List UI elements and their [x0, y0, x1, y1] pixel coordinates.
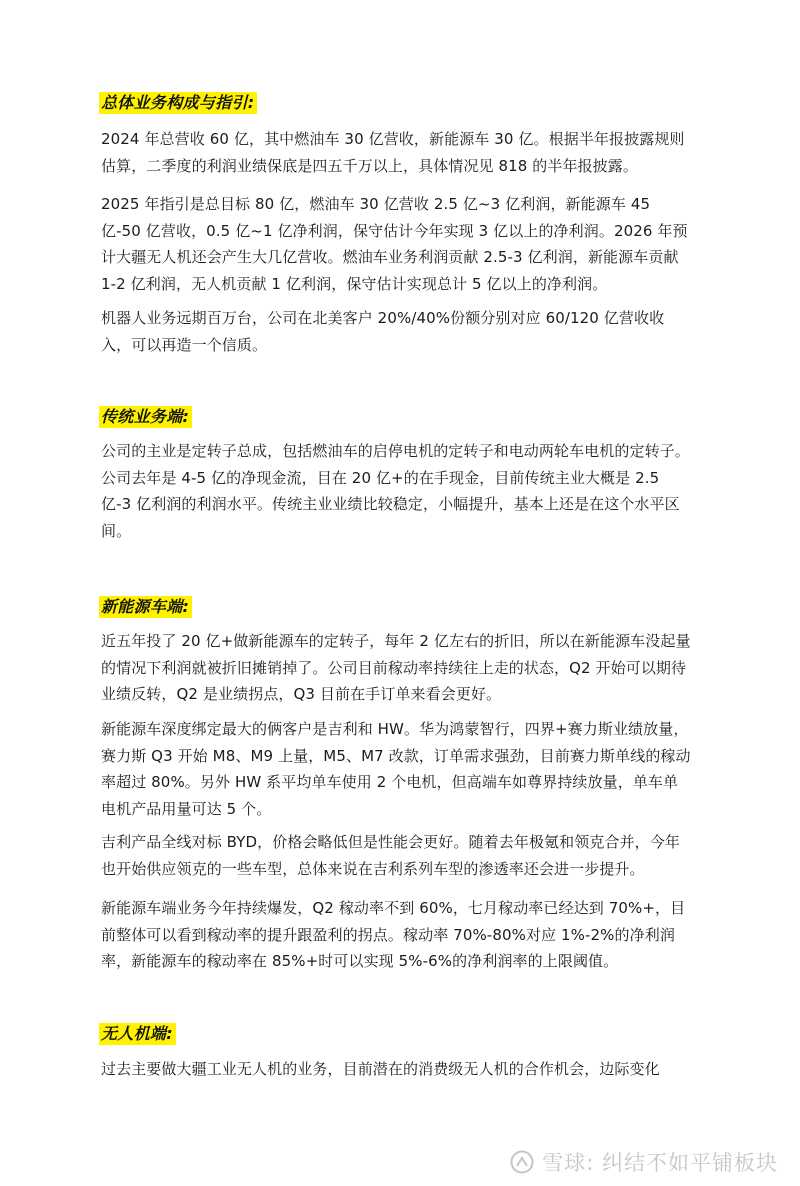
paragraph: 公司的主业是定转子总成，包括燃油车的启停电机的定转子和电动两轮车电机的定转子。公司去年是 4-5 亿的净现金流，目在 20 亿+的在手现金，目前传统主业大概是 2.5 亿-3 亿利润的利润水平。传统主业业绩比较稳定，小幅提升，基本上还是在这个水平区间。	[101, 442, 690, 540]
section-heading: 总体业务构成与指引:	[99, 92, 257, 114]
section-heading: 新能源车端:	[99, 596, 192, 618]
paragraph: 新能源车深度绑定最大的俩客户是吉利和 HW。华为鸿蒙智行，四界+赛力斯业绩放量，赛力斯 Q3 开始 M8、M9 上量，M5、M7 改款，订单需求强劲，目前赛力斯单线的稼动率超过 80%。另外 HW 系平均单车使用 2 个电机，但高端车如尊界持续放量，单车单电机产品用量可达 5 个。	[101, 720, 691, 818]
snowball-logo-icon	[510, 1150, 534, 1174]
watermark	[510, 1146, 778, 1178]
paragraph: 2024 年总营收 60 亿，其中燃油车 30 亿营收，新能源车 30 亿。根据半年报披露规则估算，二季度的利润业绩保底是四五千万以上，具体情况见 818 的半年报披露。	[101, 130, 685, 175]
section-heading: 无人机端:	[99, 1023, 176, 1045]
watermark-text: 雪球: 纠结不如平铺板块	[542, 1151, 778, 1175]
section-heading: 传统业务端:	[99, 406, 192, 428]
section-new-energy-vehicle	[101, 596, 701, 618]
paragraph: 近五年投了 20 亿+做新能源车的定转子，每年 2 亿左右的折旧，所以在新能源车没起量的情况下利润就被折旧摊销掉了。公司目前稼动率持续往上走的状态，Q2 开始可以期待业绩反转，Q2 是业绩拐点，Q3 目前在手订单来看会更好。	[101, 632, 691, 703]
paragraph: 新能源车端业务今年持续爆发，Q2 稼动率不到 60%，七月稼动率已经达到 70%+，目前整体可以看到稼动率的提升跟盈利的拐点。稼动率 70%-80%对应 1%-2%的净利润率，新能源车的稼动率在 85%+时可以实现 5%-6%的净利润率的上限阈值。	[101, 899, 686, 970]
section-traditional-business	[101, 406, 701, 428]
paragraph: 过去主要做大疆工业无人机的业务，目前潜在的消费级无人机的合作机会，边际变化	[101, 1060, 660, 1078]
paragraph: 2025 年指引是总目标 80 亿，燃油车 30 亿营收 2.5 亿~3 亿利润，新能源车 45 亿-50 亿营收，0.5 亿~1 亿净利润，保守估计今年实现 3 亿以上的净利润。2026 年预计大疆无人机还会产生大几亿营收。燃油车业务利润贡献 2.5-3 亿利润，新能源车贡献 1-2 亿利润，无人机贡献 1 亿利润，保守估计实现总计 5 亿以上的净利润。	[101, 195, 688, 293]
section-drone	[101, 1023, 701, 1045]
section-overall-business	[101, 92, 701, 114]
paragraph: 机器人业务远期百万台，公司在北美客户 20%/40%份额分别对应 60/120 亿营收收入，可以再造一个信质。	[101, 309, 665, 354]
paragraph: 吉利产品全线对标 BYD，价格会略低但是性能会更好。随着去年极氪和领克合并，今年也开始供应领克的一些车型，总体来说在吉利系列车型的渗透率还会进一步提升。	[101, 833, 680, 878]
